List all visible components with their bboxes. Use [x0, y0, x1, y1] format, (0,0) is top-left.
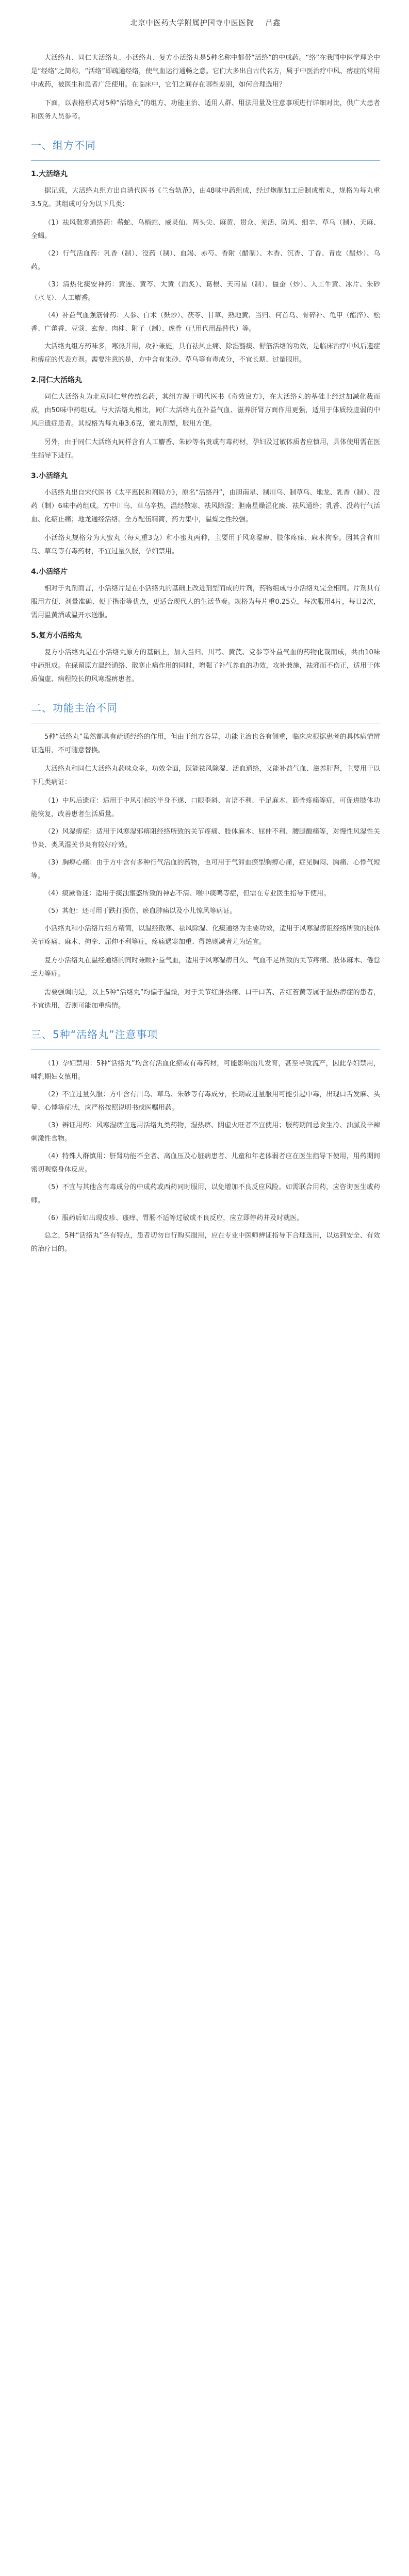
- paragraph: 复方小活络丸在温经通络的同时兼顾补益气血，适用于风寒湿痹日久、气血不足所致的关节疼痛、肢体麻木、倦怠乏力等症。: [31, 957, 380, 978]
- list-item: （2）不宜过量久服：方中含有川乌、草乌、朱砂等有毒成分，长期或过量服用可能引起中毒，出现口舌发麻、头晕、心悸等症状，应严格按照说明书或医嘱用药。: [31, 1091, 380, 1112]
- paragraph: 小活络丸出自宋代医书《太平惠民和剂局方》，原名“活络丹”，由胆南星、制川乌、制草乌、地龙、乳香（制）、没药（制）6味中药组成。方中川乌、草乌辛热，温经散寒、祛风除湿；胆南星燥湿化痰、祛风通络；乳香、没药行气活血、化瘀止痛；地龙通经活络。全方配伍精简，药力集中，温燥之性较强。: [31, 489, 380, 523]
- article-header: [31, 18, 380, 28]
- paragraph: 另外，由于同仁大活络丸同样含有人工麝香、朱砂等名贵或有毒药材，孕妇及过敏体质者应慎用，具体使用需在医生指导下进行。: [31, 438, 380, 460]
- subsection-heading: 3.小活络丸: [31, 472, 68, 480]
- section: [31, 700, 380, 1013]
- paragraph: 相对于丸剂而言，小活络片是在小活络丸的基础上改进剂型而成的片剂，药物组成与小活络丸完全相同。片剂具有服用方便、剂量准确、便于携带等优点，更适合现代人的生活节奏。规格为每片重0.25克，每次服用4片，每日2次，需用温黄酒或温开水送服。: [31, 585, 380, 619]
- section: [31, 137, 380, 686]
- list-item: （4）特殊人群慎用：肝肾功能不全者、高血压及心脏病患者、儿童和年老体弱者应在医生指导下使用，用药期间密切观察身体反应。: [31, 1153, 380, 1174]
- list-item: （3）辨证用药：风寒湿痹宜选用活络丸类药物，湿热痹、阴虚火旺者不宜使用；服药期间忌食生冷、油腻及辛辣刺激性食物。: [31, 1122, 380, 1143]
- article-page: [0, 0, 409, 1282]
- article-sections: [31, 137, 380, 1256]
- section-title: 三、5种“活络丸”注意事项: [31, 1028, 158, 1041]
- paragraph: 5种“活络丸”虽然都具有疏通经络的作用，但由于组方各异，功能主治也各有侧重，临床应根据患者的具体病情辨证选用，不可随意替换。: [31, 733, 380, 754]
- list-item: （5）其他：还可用于跌打损伤、瘀血肿痛以及小儿惊风等病证。: [44, 907, 237, 915]
- subsection-heading: 2.同仁大活络丸: [31, 376, 83, 384]
- section-divider: [31, 1049, 380, 1050]
- paragraph: 总之，5种“活络丸”各有特点，患者切勿自行购买服用，应在专业中医师辨证指导下合理选用，以达到安全、有效的治疗目的。: [31, 1232, 380, 1253]
- list-item: （1）祛风散寒通络药：蕲蛇、乌梢蛇、威灵仙、两头尖、麻黄、贯众、羌活、防风、细辛、草乌（制）、天麻、全蝎。: [31, 219, 380, 240]
- list-item: （4）痰厥昏迷：适用于痰浊壅盛所致的神志不清、喉中痰鸣等症，但需在专业医生指导下使用。: [44, 890, 331, 897]
- list-item: （2）风湿痹症：适用于风寒湿邪痹阻经络所致的关节疼痛、肢体麻木、屈伸不利、腰腿酸痛等，对慢性风湿性关节炎、类风湿关节炎有较好疗效。: [31, 828, 380, 849]
- section-divider: [31, 160, 380, 161]
- intro-paragraph: 下面，以表格形式对5种“活络丸”的组方、功能主治、适用人群、用法用量及注意事项进行详细对比，供广大患者和医务人员参考。: [31, 99, 380, 121]
- paragraph: 复方小活络丸是在小活络丸原方的基础上，加入当归、川芎、黄芪、党参等补益气血的药物化裁而成，共由10味中药组成。在保留原方温经通络、散寒止痛作用的同时，增强了补气养血的功效，攻补兼施，祛邪而不伤正，适用于体质偏虚、病程较长的风寒湿痹患者。: [31, 649, 380, 683]
- list-item: （1）孕妇禁用：5种“活络丸”均含有活血化瘀或有毒药材，可能影响胎儿发育，甚至导致流产，因此孕妇禁用，哺乳期妇女慎用。: [31, 1060, 380, 1081]
- list-item: （3）清热化痰安神药：黄连、黄芩、大黄（酒炙）、葛根、天南星（制）、僵蚕（炒）、人工牛黄、冰片、朱砂（水飞）、人工麝香。: [31, 281, 380, 302]
- header-org: 北京中医药大学附属护国寺中医医院: [130, 19, 254, 27]
- paragraph: 同仁大活络丸为北京同仁堂传统名药，其组方源于明代医书《奇效良方》，在大活络丸的基础上经过加减化裁而成，由50味中药组成。与大活络丸相比，同仁大活络丸在补益气血、滋养肝肾方面作用更强，适用于体质较虚弱的中风后遗症患者。其规格为每丸重3.6克，蜜丸剂型，服用方便。: [31, 393, 380, 428]
- paragraph: 大活络丸组方药味多，寒热并用，攻补兼施，具有祛风止痛、除湿豁痰、舒筋活络的功效，是临床治疗中风后遗症和痹症的代表方剂。需要注意的是，方中含有朱砂、草乌等有毒成分，不宜长期、过量服用。: [31, 343, 380, 364]
- paragraph: 需要强调的是，以上5种“活络丸”均偏于温燥，对于关节红肿热痛、口干口苦、舌红苔黄等属于湿热痹症的患者，不宜选用，否则可能加重病情。: [31, 989, 380, 1010]
- list-item: （5）不宜与其他含有毒成分的中成药或西药同时服用，以免增加不良反应风险。如需联合用药，应咨询医生或药师。: [31, 1183, 380, 1205]
- intro-paragraph: 大活络丸、同仁大活络丸、小活络丸、复方小活络丸是5种名称中都带“活络”的中成药。“络”在我国中医学理论中是“经络”之简称，“活络”即疏通经络，使气血运行通畅之意。它们大多出自古代名方，属于中医治疗中风、痹症的常用中成药，被医生和患者广泛使用。在临床中，它们之间存在哪些差别，如何合理选用？: [31, 54, 380, 89]
- list-item: （6）服药后如出现皮疹、瘙痒、胃肠不适等过敏或不良反应，应立即停药并及时就医。: [44, 1214, 304, 1222]
- section-title: 一、组方不同: [31, 139, 96, 151]
- subsection-heading: 4.小活络片: [31, 568, 68, 576]
- article-content: [31, 18, 380, 1256]
- subsection-heading: 5.复方小活络丸: [31, 632, 83, 640]
- paragraph: 小活络丸规格分为大蜜丸（每丸重3克）和小蜜丸两种，主要用于风寒湿痹、肢体疼痛、麻木拘挛。因其含有川乌、草乌等有毒药材，不宜过量久服，孕妇禁用。: [31, 534, 380, 555]
- section-title: 二、功能主治不同: [31, 702, 118, 714]
- subsection-heading: 1.大活络丸: [31, 170, 68, 178]
- paragraph: 大活络丸和同仁大活络丸药味众多，功效全面，既能祛风除湿、活血通络，又能补益气血、滋养肝肾，主要用于以下几类病证：: [31, 765, 380, 786]
- list-item: （4）补益气血强筋骨药：人参、白术（麸炒）、茯苓、甘草、熟地黄、当归、何首乌、骨碎补、龟甲（醋淬）、松香、广藿香、豆蔻、玄参、肉桂、附子（制）、虎骨（已用代用品替代）等。: [31, 312, 380, 333]
- list-item: （1）中风后遗症：适用于中风引起的半身不遂、口眼歪斜、言语不利、手足麻木、筋骨疼痛等症，可促进肢体功能恢复，改善患者生活质量。: [31, 797, 380, 818]
- paragraph: 据记载，大活络丸组方出自清代医书《兰台轨范》，由48味中药组成，经过炮制加工后制成蜜丸，规格为每丸重3.5克。其组成可分为以下几类：: [31, 187, 380, 208]
- paragraph: 小活络丸和小活络片组方精简，以温经散寒、祛风除湿、化痰通络为主要功效，适用于风寒湿痹阻经络所致的肢体关节疼痛、麻木、拘挛、屈伸不利等症，疼痛遇寒加重、得热则减者尤为适宜。: [31, 925, 380, 946]
- section: [31, 1026, 380, 1256]
- article-intro: [31, 52, 380, 124]
- list-item: （2）行气活血药：乳香（制）、没药（制）、血竭、赤芍、香附（醋制）、木香、沉香、丁香、青皮（醋炒）、乌药。: [31, 250, 380, 271]
- header-author: 吕鑫: [265, 19, 281, 27]
- list-item: （3）胸痹心痛：由于方中含有多种行气活血的药物，也可用于气滞血瘀型胸痹心痛，症见胸闷、胸痛、心悸气短等。: [31, 859, 380, 880]
